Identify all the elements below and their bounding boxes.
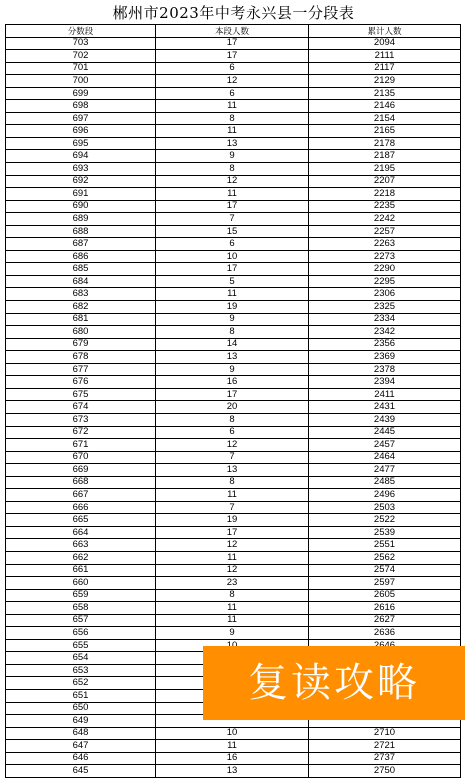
score-cell: 664 bbox=[6, 526, 156, 539]
table-row bbox=[6, 100, 461, 113]
count-cell: 11 bbox=[156, 551, 309, 564]
table-row bbox=[6, 526, 461, 539]
table-row bbox=[6, 551, 461, 564]
count-cell: 16 bbox=[156, 376, 309, 389]
cumulative-cell: 2369 bbox=[309, 351, 461, 364]
cumulative-cell: 2445 bbox=[309, 426, 461, 439]
table-row bbox=[6, 602, 461, 615]
count-cell: 11 bbox=[156, 614, 309, 627]
score-cell: 655 bbox=[6, 639, 156, 652]
table-row bbox=[6, 564, 461, 577]
table-row bbox=[6, 213, 461, 226]
cumulative-cell: 2342 bbox=[309, 326, 461, 339]
cumulative-cell: 2539 bbox=[309, 526, 461, 539]
count-cell: 8 bbox=[156, 326, 309, 339]
score-cell: 660 bbox=[6, 577, 156, 590]
score-cell: 648 bbox=[6, 727, 156, 740]
cumulative-cell: 2411 bbox=[309, 388, 461, 401]
table-row bbox=[6, 627, 461, 640]
score-cell: 667 bbox=[6, 489, 156, 502]
table-header-row bbox=[6, 25, 461, 38]
table-row bbox=[6, 75, 461, 88]
cumulative-cell: 2117 bbox=[309, 62, 461, 75]
count-cell: 17 bbox=[156, 37, 309, 50]
cumulative-cell: 2207 bbox=[309, 175, 461, 188]
cumulative-cell: 2503 bbox=[309, 501, 461, 514]
table-row bbox=[6, 238, 461, 251]
cumulative-cell: 2257 bbox=[309, 225, 461, 238]
table-row bbox=[6, 263, 461, 276]
count-cell: 8 bbox=[156, 413, 309, 426]
count-cell: 7 bbox=[156, 501, 309, 514]
table-row bbox=[6, 188, 461, 201]
table-row bbox=[6, 514, 461, 527]
count-cell: 11 bbox=[156, 740, 309, 753]
count-cell: 17 bbox=[156, 263, 309, 276]
table-row bbox=[6, 125, 461, 138]
count-cell: 5 bbox=[156, 275, 309, 288]
cumulative-cell: 2154 bbox=[309, 112, 461, 125]
count-cell: 23 bbox=[156, 577, 309, 590]
table-row bbox=[6, 501, 461, 514]
score-cell: 662 bbox=[6, 551, 156, 564]
cumulative-cell: 2627 bbox=[309, 614, 461, 627]
score-cell: 652 bbox=[6, 677, 156, 690]
table-row bbox=[6, 476, 461, 489]
score-cell: 666 bbox=[6, 501, 156, 514]
score-cell: 697 bbox=[6, 112, 156, 125]
score-cell: 679 bbox=[6, 338, 156, 351]
count-cell: 17 bbox=[156, 388, 309, 401]
cumulative-cell: 2750 bbox=[309, 765, 461, 778]
cumulative-cell: 2356 bbox=[309, 338, 461, 351]
score-cell: 702 bbox=[6, 50, 156, 63]
count-cell: 9 bbox=[156, 627, 309, 640]
score-cell: 663 bbox=[6, 539, 156, 552]
score-cell: 692 bbox=[6, 175, 156, 188]
score-cell: 645 bbox=[6, 765, 156, 778]
cumulative-cell: 2551 bbox=[309, 539, 461, 552]
cumulative-cell: 2111 bbox=[309, 50, 461, 63]
cumulative-cell: 2394 bbox=[309, 376, 461, 389]
table-row bbox=[6, 163, 461, 176]
count-cell: 20 bbox=[156, 401, 309, 414]
table-row bbox=[6, 489, 461, 502]
count-cell: 13 bbox=[156, 464, 309, 477]
table-row bbox=[6, 313, 461, 326]
score-cell: 686 bbox=[6, 250, 156, 263]
score-cell: 682 bbox=[6, 301, 156, 314]
cumulative-cell: 2325 bbox=[309, 301, 461, 314]
score-cell: 668 bbox=[6, 476, 156, 489]
table-row bbox=[6, 62, 461, 75]
cumulative-cell: 2710 bbox=[309, 727, 461, 740]
count-cell: 19 bbox=[156, 301, 309, 314]
table-row bbox=[6, 363, 461, 376]
table-row bbox=[6, 464, 461, 477]
cumulative-cell: 2464 bbox=[309, 451, 461, 464]
cumulative-cell: 2439 bbox=[309, 413, 461, 426]
count-cell: 13 bbox=[156, 765, 309, 778]
cumulative-cell: 2135 bbox=[309, 87, 461, 100]
score-cell: 673 bbox=[6, 413, 156, 426]
count-cell: 8 bbox=[156, 112, 309, 125]
count-cell: 12 bbox=[156, 75, 309, 88]
cumulative-cell: 2235 bbox=[309, 200, 461, 213]
count-cell: 6 bbox=[156, 426, 309, 439]
score-cell: 650 bbox=[6, 702, 156, 715]
table-row bbox=[6, 50, 461, 63]
table-row bbox=[6, 288, 461, 301]
score-cell: 676 bbox=[6, 376, 156, 389]
cumulative-cell: 2295 bbox=[309, 275, 461, 288]
cumulative-cell: 2597 bbox=[309, 577, 461, 590]
count-cell: 17 bbox=[156, 200, 309, 213]
count-cell: 8 bbox=[156, 163, 309, 176]
count-cell: 10 bbox=[156, 727, 309, 740]
header-score: 分数段 bbox=[6, 25, 156, 38]
table-row bbox=[6, 225, 461, 238]
count-cell: 13 bbox=[156, 137, 309, 150]
score-cell: 646 bbox=[6, 752, 156, 765]
score-cell: 685 bbox=[6, 263, 156, 276]
score-cell: 657 bbox=[6, 614, 156, 627]
cumulative-cell: 2165 bbox=[309, 125, 461, 138]
table-row bbox=[6, 87, 461, 100]
cumulative-cell: 2378 bbox=[309, 363, 461, 376]
cumulative-cell: 2522 bbox=[309, 514, 461, 527]
score-cell: 699 bbox=[6, 87, 156, 100]
count-cell: 7 bbox=[156, 213, 309, 226]
table-row bbox=[6, 137, 461, 150]
cumulative-cell: 2616 bbox=[309, 602, 461, 615]
cumulative-cell: 2129 bbox=[309, 75, 461, 88]
table-row bbox=[6, 376, 461, 389]
header-count: 本段人数 bbox=[156, 25, 309, 38]
score-cell: 687 bbox=[6, 238, 156, 251]
count-cell: 11 bbox=[156, 125, 309, 138]
count-cell: 6 bbox=[156, 87, 309, 100]
cumulative-cell: 2431 bbox=[309, 401, 461, 414]
table-row bbox=[6, 112, 461, 125]
count-cell: 6 bbox=[156, 62, 309, 75]
count-cell: 8 bbox=[156, 476, 309, 489]
cumulative-cell: 2263 bbox=[309, 238, 461, 251]
cumulative-cell: 2496 bbox=[309, 489, 461, 502]
table-row bbox=[6, 326, 461, 339]
table-row bbox=[6, 37, 461, 50]
cumulative-cell: 2605 bbox=[309, 589, 461, 602]
table-row bbox=[6, 275, 461, 288]
page-title: 郴州市2023年中考永兴县一分段表 bbox=[112, 4, 355, 22]
table-row bbox=[6, 765, 461, 778]
table-row bbox=[6, 727, 461, 740]
count-cell: 14 bbox=[156, 338, 309, 351]
table-row bbox=[6, 426, 461, 439]
cumulative-cell: 2218 bbox=[309, 188, 461, 201]
score-cell: 656 bbox=[6, 627, 156, 640]
count-cell: 12 bbox=[156, 564, 309, 577]
cumulative-cell: 2195 bbox=[309, 163, 461, 176]
count-cell: 17 bbox=[156, 50, 309, 63]
score-cell: 698 bbox=[6, 100, 156, 113]
table-row bbox=[6, 175, 461, 188]
score-cell: 653 bbox=[6, 664, 156, 677]
score-cell: 696 bbox=[6, 125, 156, 138]
count-cell: 17 bbox=[156, 526, 309, 539]
score-cell: 671 bbox=[6, 439, 156, 452]
count-cell: 11 bbox=[156, 100, 309, 113]
count-cell: 15 bbox=[156, 225, 309, 238]
count-cell: 9 bbox=[156, 363, 309, 376]
score-cell: 659 bbox=[6, 589, 156, 602]
score-cell: 684 bbox=[6, 275, 156, 288]
cumulative-cell: 2290 bbox=[309, 263, 461, 276]
count-cell: 12 bbox=[156, 175, 309, 188]
cumulative-cell: 2636 bbox=[309, 627, 461, 640]
score-cell: 675 bbox=[6, 388, 156, 401]
table-row bbox=[6, 589, 461, 602]
table-row bbox=[6, 200, 461, 213]
score-cell: 681 bbox=[6, 313, 156, 326]
score-cell: 661 bbox=[6, 564, 156, 577]
table-row bbox=[6, 740, 461, 753]
count-cell: 9 bbox=[156, 313, 309, 326]
score-cell: 691 bbox=[6, 188, 156, 201]
score-cell: 690 bbox=[6, 200, 156, 213]
score-cell: 700 bbox=[6, 75, 156, 88]
score-cell: 654 bbox=[6, 652, 156, 665]
table-row bbox=[6, 338, 461, 351]
count-cell: 19 bbox=[156, 514, 309, 527]
score-cell: 651 bbox=[6, 689, 156, 702]
count-cell: 11 bbox=[156, 602, 309, 615]
score-cell: 649 bbox=[6, 715, 156, 728]
score-cell: 703 bbox=[6, 37, 156, 50]
table-row bbox=[6, 439, 461, 452]
table-row bbox=[6, 301, 461, 314]
score-cell: 693 bbox=[6, 163, 156, 176]
score-cell: 647 bbox=[6, 740, 156, 753]
table-row bbox=[6, 351, 461, 364]
score-cell: 672 bbox=[6, 426, 156, 439]
score-cell: 695 bbox=[6, 137, 156, 150]
cumulative-cell: 2477 bbox=[309, 464, 461, 477]
table-row bbox=[6, 614, 461, 627]
count-cell: 12 bbox=[156, 539, 309, 552]
table-row bbox=[6, 413, 461, 426]
cumulative-cell: 2273 bbox=[309, 250, 461, 263]
score-cell: 689 bbox=[6, 213, 156, 226]
table-row bbox=[6, 388, 461, 401]
table-row bbox=[6, 150, 461, 163]
cumulative-cell: 2334 bbox=[309, 313, 461, 326]
cumulative-cell: 2737 bbox=[309, 752, 461, 765]
count-cell: 6 bbox=[156, 238, 309, 251]
table-row bbox=[6, 577, 461, 590]
cumulative-cell: 2562 bbox=[309, 551, 461, 564]
count-cell: 11 bbox=[156, 288, 309, 301]
score-cell: 677 bbox=[6, 363, 156, 376]
score-cell: 694 bbox=[6, 150, 156, 163]
cumulative-cell: 2721 bbox=[309, 740, 461, 753]
cumulative-cell: 2146 bbox=[309, 100, 461, 113]
cumulative-cell: 2574 bbox=[309, 564, 461, 577]
score-cell: 665 bbox=[6, 514, 156, 527]
count-cell: 8 bbox=[156, 589, 309, 602]
cumulative-cell: 2178 bbox=[309, 137, 461, 150]
count-cell: 16 bbox=[156, 752, 309, 765]
score-cell: 701 bbox=[6, 62, 156, 75]
score-cell: 680 bbox=[6, 326, 156, 339]
score-cell: 674 bbox=[6, 401, 156, 414]
cumulative-cell: 2306 bbox=[309, 288, 461, 301]
count-cell: 11 bbox=[156, 188, 309, 201]
count-cell: 12 bbox=[156, 439, 309, 452]
cumulative-cell: 2094 bbox=[309, 37, 461, 50]
table-row bbox=[6, 752, 461, 765]
cumulative-cell: 2485 bbox=[309, 476, 461, 489]
score-cell: 669 bbox=[6, 464, 156, 477]
count-cell: 13 bbox=[156, 351, 309, 364]
cumulative-cell: 2457 bbox=[309, 439, 461, 452]
score-cell: 658 bbox=[6, 602, 156, 615]
table-row bbox=[6, 539, 461, 552]
table-row bbox=[6, 451, 461, 464]
score-cell: 688 bbox=[6, 225, 156, 238]
score-cell: 678 bbox=[6, 351, 156, 364]
count-cell: 7 bbox=[156, 451, 309, 464]
count-cell: 9 bbox=[156, 150, 309, 163]
score-cell: 683 bbox=[6, 288, 156, 301]
count-cell: 11 bbox=[156, 489, 309, 502]
watermark-banner: 复读攻略 bbox=[203, 646, 465, 720]
table-row bbox=[6, 250, 461, 263]
cumulative-cell: 2187 bbox=[309, 150, 461, 163]
cumulative-cell: 2242 bbox=[309, 213, 461, 226]
count-cell: 10 bbox=[156, 250, 309, 263]
score-cell: 670 bbox=[6, 451, 156, 464]
table-row bbox=[6, 401, 461, 414]
header-cumulative: 累计人数 bbox=[309, 25, 461, 38]
